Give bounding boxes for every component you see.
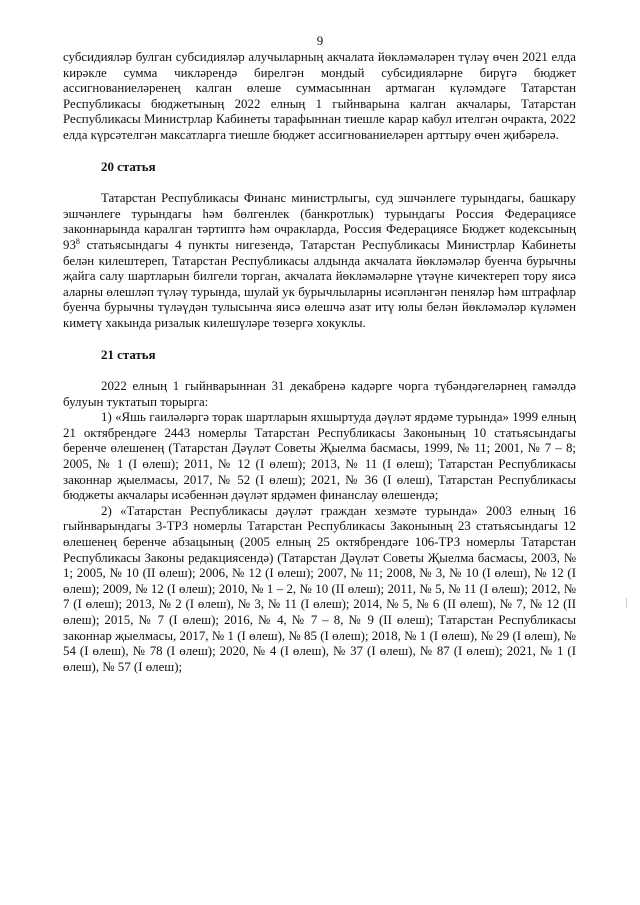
- document-body: [63, 50, 576, 675]
- article-20-text-part2: статьясындагы 4 пункты нигезендә, Татарстан Республикасы Министрлар Кабинеты белән килештереп, Татарстан Республикасы алдында акчалата йөкләмәләр буенча бурычны җайга салу шартларын билгели торган, акчалата йөкләмәләрне үтәүне кичектереп тору яисә аларны өлешләп түләү турында, шулай ук бурычлыларны исәпләнгән пеняләр һәм штрафлар буенча бурычны түләүдән тулысынча яисә өлешчә азат итү юлы белән йөкләмәләр күләмен киметү хакында ризалык килешүләре төзергә хокуклы.: [63, 237, 576, 330]
- article-21-heading: 21 статья: [101, 347, 156, 362]
- article-20-text-part1: Татарстан Республикасы Финанс министрлыгы, суд эшчәнлеге турындагы, башкару эшчәнлеге турындагы һәм бөлгенлек (банкротлык) турындагы Россия Федерациясе законнарында каралган тәртиптә һәм очракларда, Россия Федерациясе Бюджет кодексының 93: [63, 191, 576, 252]
- article-21-item-1: 1) «Яшь гаиләләргә торак шартларын яхшыртуда дәүләт ярдәме турында» 1999 елның 21 октябрендәге 2443 номерлы Татарстан Республикасы Законының 10 статьясындагы беренче өлешенең (Татарстан Дәүләт Советы Җыелма басмасы, 1999, № 11; 2001, № 7 – 8; 2005, № 1 (I өлеш); 2011, № 12 (I өлеш); 2013, № 11 (I өлеш); Татарстан Республикасы законнар җыелмасы, 2017, № 52 (I өлеш); 2021, № 36 (I өлеш), Татарстан Республикасы бюджеты акчалары исәбеннән дәүләт ярдәмен финанслау өлешендә;: [63, 410, 576, 503]
- margin-mark: [626, 598, 630, 608]
- article-20-superscript: 8: [75, 236, 80, 246]
- article-20-heading: 20 статья: [101, 159, 156, 174]
- article-21-intro: 2022 елның 1 гыйнварыннан 31 декабренә кадәрге чорга түбәндәгеләрнең гамәлдә булуын туктатып торырга:: [63, 379, 576, 409]
- article-21-item-2: 2) «Татарстан Республикасы дәүләт граждан хезмәте турында» 2003 елның 16 гыйнварындагы 3-ТРЗ номерлы Татарстан Республикасы Законының 23 статьясындагы 12 өлешенең беренче абзацының (2005 елның 25 октябрендәге 106-ТРЗ номерлы Татарстан Республикасы Законы редакциясендә) (Татарстан Дәүләт Советы Җыелма басмасы, 2003, № 1; 2005, № 10 (II өлеш); 2006, № 12 (I өлеш); 2007, № 11; 2008, № 3, № 10 (I өлеш), № 12 (I өлеш); 2009, № 12 (I өлеш); 2010, № 1 – 2, № 10 (II өлеш); 2011, № 5, № 11 (I өлеш); 2012, № 7 (I өлеш); 2013, № 2 (I өлеш), № 3, № 11 (I өлеш); 2014, № 5, № 6 (II өлеш), № 7, № 12 (II өлеш); 2015, № 7 (I өлеш); 2016, № 4, № 7 – 8, № 9 (II өлеш); Татарстан Республикасы законнар җыелмасы, 2017, № 1 (I өлеш), № 85 (I өлеш); 2018, № 1 (I өлеш), № 29 (I өлеш), № 54 (I өлеш), № 78 (I өлеш); 2020, № 4 (I өлеш), № 37 (I өлеш), № 87 (I өлеш); 2021, № 1 (I өлеш), № 57 (I өлеш);: [63, 503, 576, 674]
- page-number: 9: [316, 33, 324, 48]
- article-20-text: [63, 191, 576, 331]
- paragraph-continuation: субсидияләр булган субсидияләр алучыларның акчалата йөкләмәләрен түләү өчен 2021 елда кирәкле сумма чикләрендә бирелгән мондый субсидияләрне бирүгә бюджет ассигнованиеләренең калган өлеше суммасыннан артмаган күләмдәге Татарстан Республикасы бюджетының 2022 елның 1 гыйнварына калган акчалары, Татарстан Республикасы Министрлар Кабинеты тарафыннан тиешле карар кабул ителгән очракта, 2022 елда күрсәтелгән максатларга тиешле бюджет ассигнованиеләрен арттыру өчен җибәрелә.: [63, 50, 576, 142]
